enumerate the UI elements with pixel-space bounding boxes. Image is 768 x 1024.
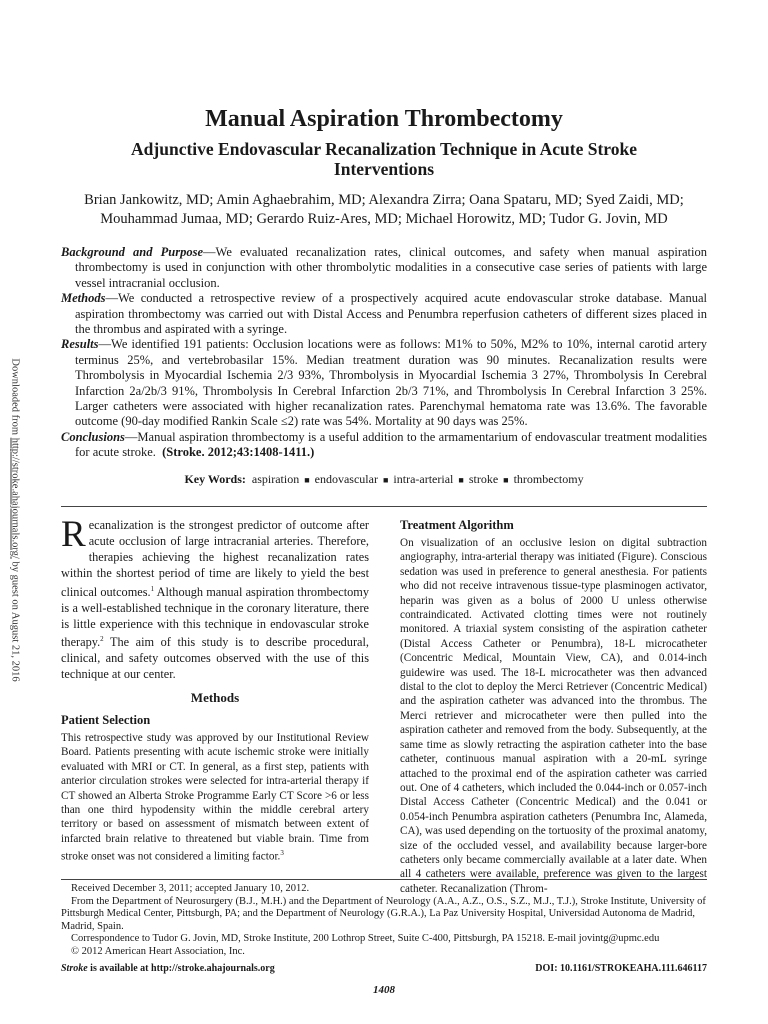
reference-marker: 1: [150, 584, 155, 593]
results-text: —We identified 191 patients: Occlusion locations were as follows: M1% to 50%, M2% to 10%, internal carotid artery terminus 25%, and vertebrobasilar 15%. Median treatment duration was 90 minutes. Recanalization results were Thrombolysis in Myocardial Ischemia 2/3 93%, Thrombolysis in Myocardial Ischemia 3 27%, Thrombolysis In Cerebral Infarction 2a/2b/3 91%, Thrombolysis In Cerebral Infarction 2b/3 71%, and Thrombolysis In Cerebral Infarction 3 25%. Larger catheters were associated with higher recanalization rates. Parenchymal hematoma rate was 13.6%. The favorable outcome (90-day modified Rankin Scale ≤2) rate was 54%. Mortality at 90 days was 25%.: [75, 337, 707, 429]
introduction: [61, 514, 369, 683]
keyword: aspiration: [251, 472, 300, 486]
divider: [61, 879, 707, 880]
divider: [61, 506, 707, 507]
results-label: Results: [61, 337, 99, 352]
availability-text: is available at http://stroke.ahajournals.org: [87, 963, 275, 974]
keywords-label: Key Words:: [184, 472, 246, 486]
journal-availability: [61, 963, 275, 974]
keyword-separator-icon: ■: [382, 475, 389, 485]
article-title: Manual Aspiration Thrombectomy: [205, 106, 563, 132]
citation: (Stroke. 2012;43:1408-1411.): [162, 445, 315, 460]
abstract-background: [61, 245, 707, 291]
keyword: stroke: [468, 472, 499, 486]
stroke-journal-link[interactable]: http://stroke.ahajournals.org/: [9, 437, 21, 559]
keyword-separator-icon: ■: [503, 475, 509, 485]
author-list: Brian Jankowitz, MD; Amin Aghaebrahim, MD; Alexandra Zirra; Oana Spataru, MD; Syed Zaidi, MD; Mouhammad Jumaa, MD; Gerardo Ruiz-Ares, MD; Michael Horowitz, MD; Tudor G. Jovin, MD: [84, 192, 684, 227]
download-prefix: Downloaded from: [9, 358, 21, 438]
affiliation-note: From the Department of Neurosurgery (B.J., M.H.) and the Department of Neurology (A.A., A.Z., O.S., S.Z., M.J., T.J.), Stroke Institute, University of Pittsburgh Medical Center, Pittsburgh, PA; and the Department of Neurology (G.R.A.), La Paz University Hospital, Universidad Autonoma de Madrid, Madrid, Spain.: [61, 895, 706, 932]
abstract-conclusions: [61, 430, 707, 461]
received-note: Received December 3, 2011; accepted January 10, 2012.: [71, 883, 310, 894]
intro-text: Although manual aspiration thrombectomy is a well-established technique in the coronary literature, there is little experience with this technique in endovascular stroke therapy.: [61, 584, 369, 650]
patient-selection-text: This retrospective study was approved by our Institutional Review Board. Patients presenting with acute ischemic stroke were initially evaluated with MRI or CT. In general, as a first step, patients with anterior circulation strokes were selected for intra-arterial therapy if CT showed an Alberta Stroke Programme Early CT Score >6 or less than one third hypodensity within the middle cerebral artery territory or based on assessment of mismatch between extent of infarcted brain relative to threatened but viable brain. Time from stroke onset was not considered a limiting factor.: [61, 732, 369, 863]
keyword-separator-icon: ■: [458, 475, 464, 485]
intro-text: ecanalization is the strongest predictor of outcome after acute occlusion of large intracranial arteries. Therefore, therapies achieving the highest recanalization rates within the shortest period of time are likely to yield the best clinical outcomes.: [61, 518, 369, 599]
reference-marker: 2: [100, 635, 104, 644]
conclusions-text: —Manual aspiration thrombectomy is a useful addition to the armamentarium of endovascular treatment modalities for acute stroke.: [75, 429, 707, 460]
footnotes: [61, 883, 707, 959]
download-suffix: by guest on August 21, 2016: [9, 558, 21, 682]
copyright-note: © 2012 American Heart Association, Inc.: [71, 945, 245, 957]
patient-selection: [61, 731, 369, 864]
abstract: [61, 245, 707, 461]
abstract-methods: [61, 291, 707, 337]
methods-heading: Methods: [190, 690, 240, 705]
background-label: Background and Purpose: [61, 245, 204, 259]
journal-name: Stroke: [61, 963, 88, 974]
treatment-algorithm-heading: Treatment Algorithm: [400, 518, 514, 532]
background-text: —We evaluated recanalization rates, clinical outcomes, and safety when manual aspiration thrombectomy is used in conjunction with other thrombolytic modalities in a consecutive case series of patients with large vessel intracranial occlusion.: [75, 245, 707, 290]
abstract-results: [61, 337, 707, 429]
keyword: thrombectomy: [513, 472, 584, 486]
page-number: 1408: [373, 984, 395, 996]
keyword-separator-icon: ■: [304, 475, 310, 485]
keyword: intra-arterial: [393, 472, 454, 486]
intro-text: The aim of this study is to describe procedural, clinical, and safety outcomes observed with the use of this technique at our center.: [61, 635, 369, 682]
patient-selection-heading: Patient Selection: [61, 713, 151, 727]
treatment-algorithm: [400, 536, 707, 896]
correspondence-note: Correspondence to Tudor G. Jovin, MD, Stroke Institute, 200 Lothrop Street, Suite C-400, Pittsburgh, PA 15218. E-mail jovintg@upmc.edu: [71, 933, 660, 945]
treatment-algorithm-text: On visualization of an occlusive lesion on digital subtraction angiography, intra-arterial therapy was initiated (Figure). Conscious sedation was used in preference to general anesthesia. For patients who did not receive intravenous tissue-type plasminogen activator, heparin was given as a bolus of 2000 U unless otherwise contraindicated. Activated clotting times were not routinely monitored. A triaxial system consisting of the aspiration catheter (Distal Access Catheter or Penumbra), 18-L microcatheter (Concentric Medical, Mountain View, CA), and 0.014-inch guidewire was used. The 18-L microcatheter was then advanced distal to the clot to deploy the Merci Retriever (Concentric Medical) and the aspiration catheter was advanced into the thrombus. The Merci retriever and microcatheter were then pulled into the aspiration catheter and removed from the body. Subsequently, at the same time as slowly retracting the aspiration catheter into the base catheter, continuous manual aspiration with a 20-mL syringe attached to the proximal end of the aspiration catheter was carried out. One of 4 catheters, which included the 0.044-inch or 0.057-inch Distal Access Catheter (Concentric Medical) and the 0.041 or 0.054-inch Penumbra aspiration catheters (Penumbra Inc, Alameda, CA), was used depending on the tortuosity of the proximal anatomy, size of the occluded vessel, and availability because larger-bore catheters only became commercially available at a later date. When all 4 catheters were available, preference was given to the largest catheter. Recanalization (Throm-: [400, 537, 707, 895]
article-subtitle: Adjunctive Endovascular Recanalization Technique in Acute Stroke Interventions: [131, 139, 637, 179]
keywords: [61, 472, 707, 487]
download-watermark: [3, 350, 27, 690]
methods-label: Methods: [61, 291, 106, 306]
reference-marker: 3: [280, 849, 284, 858]
keyword: endovascular: [314, 472, 378, 486]
methods-text: —We conducted a retrospective review of a prospectively acquired acute endovascular stroke database. Manual aspiration thrombectomy was carried out with Distal Access and Penumbra reperfusion catheters of different sizes placed in the thrombus and aspirated with a syringe.: [75, 291, 707, 337]
doi: DOI: 10.1161/STROKEAHA.111.646117: [535, 963, 707, 974]
conclusions-label: Conclusions: [61, 429, 125, 444]
dropcap: R: [61, 514, 86, 555]
